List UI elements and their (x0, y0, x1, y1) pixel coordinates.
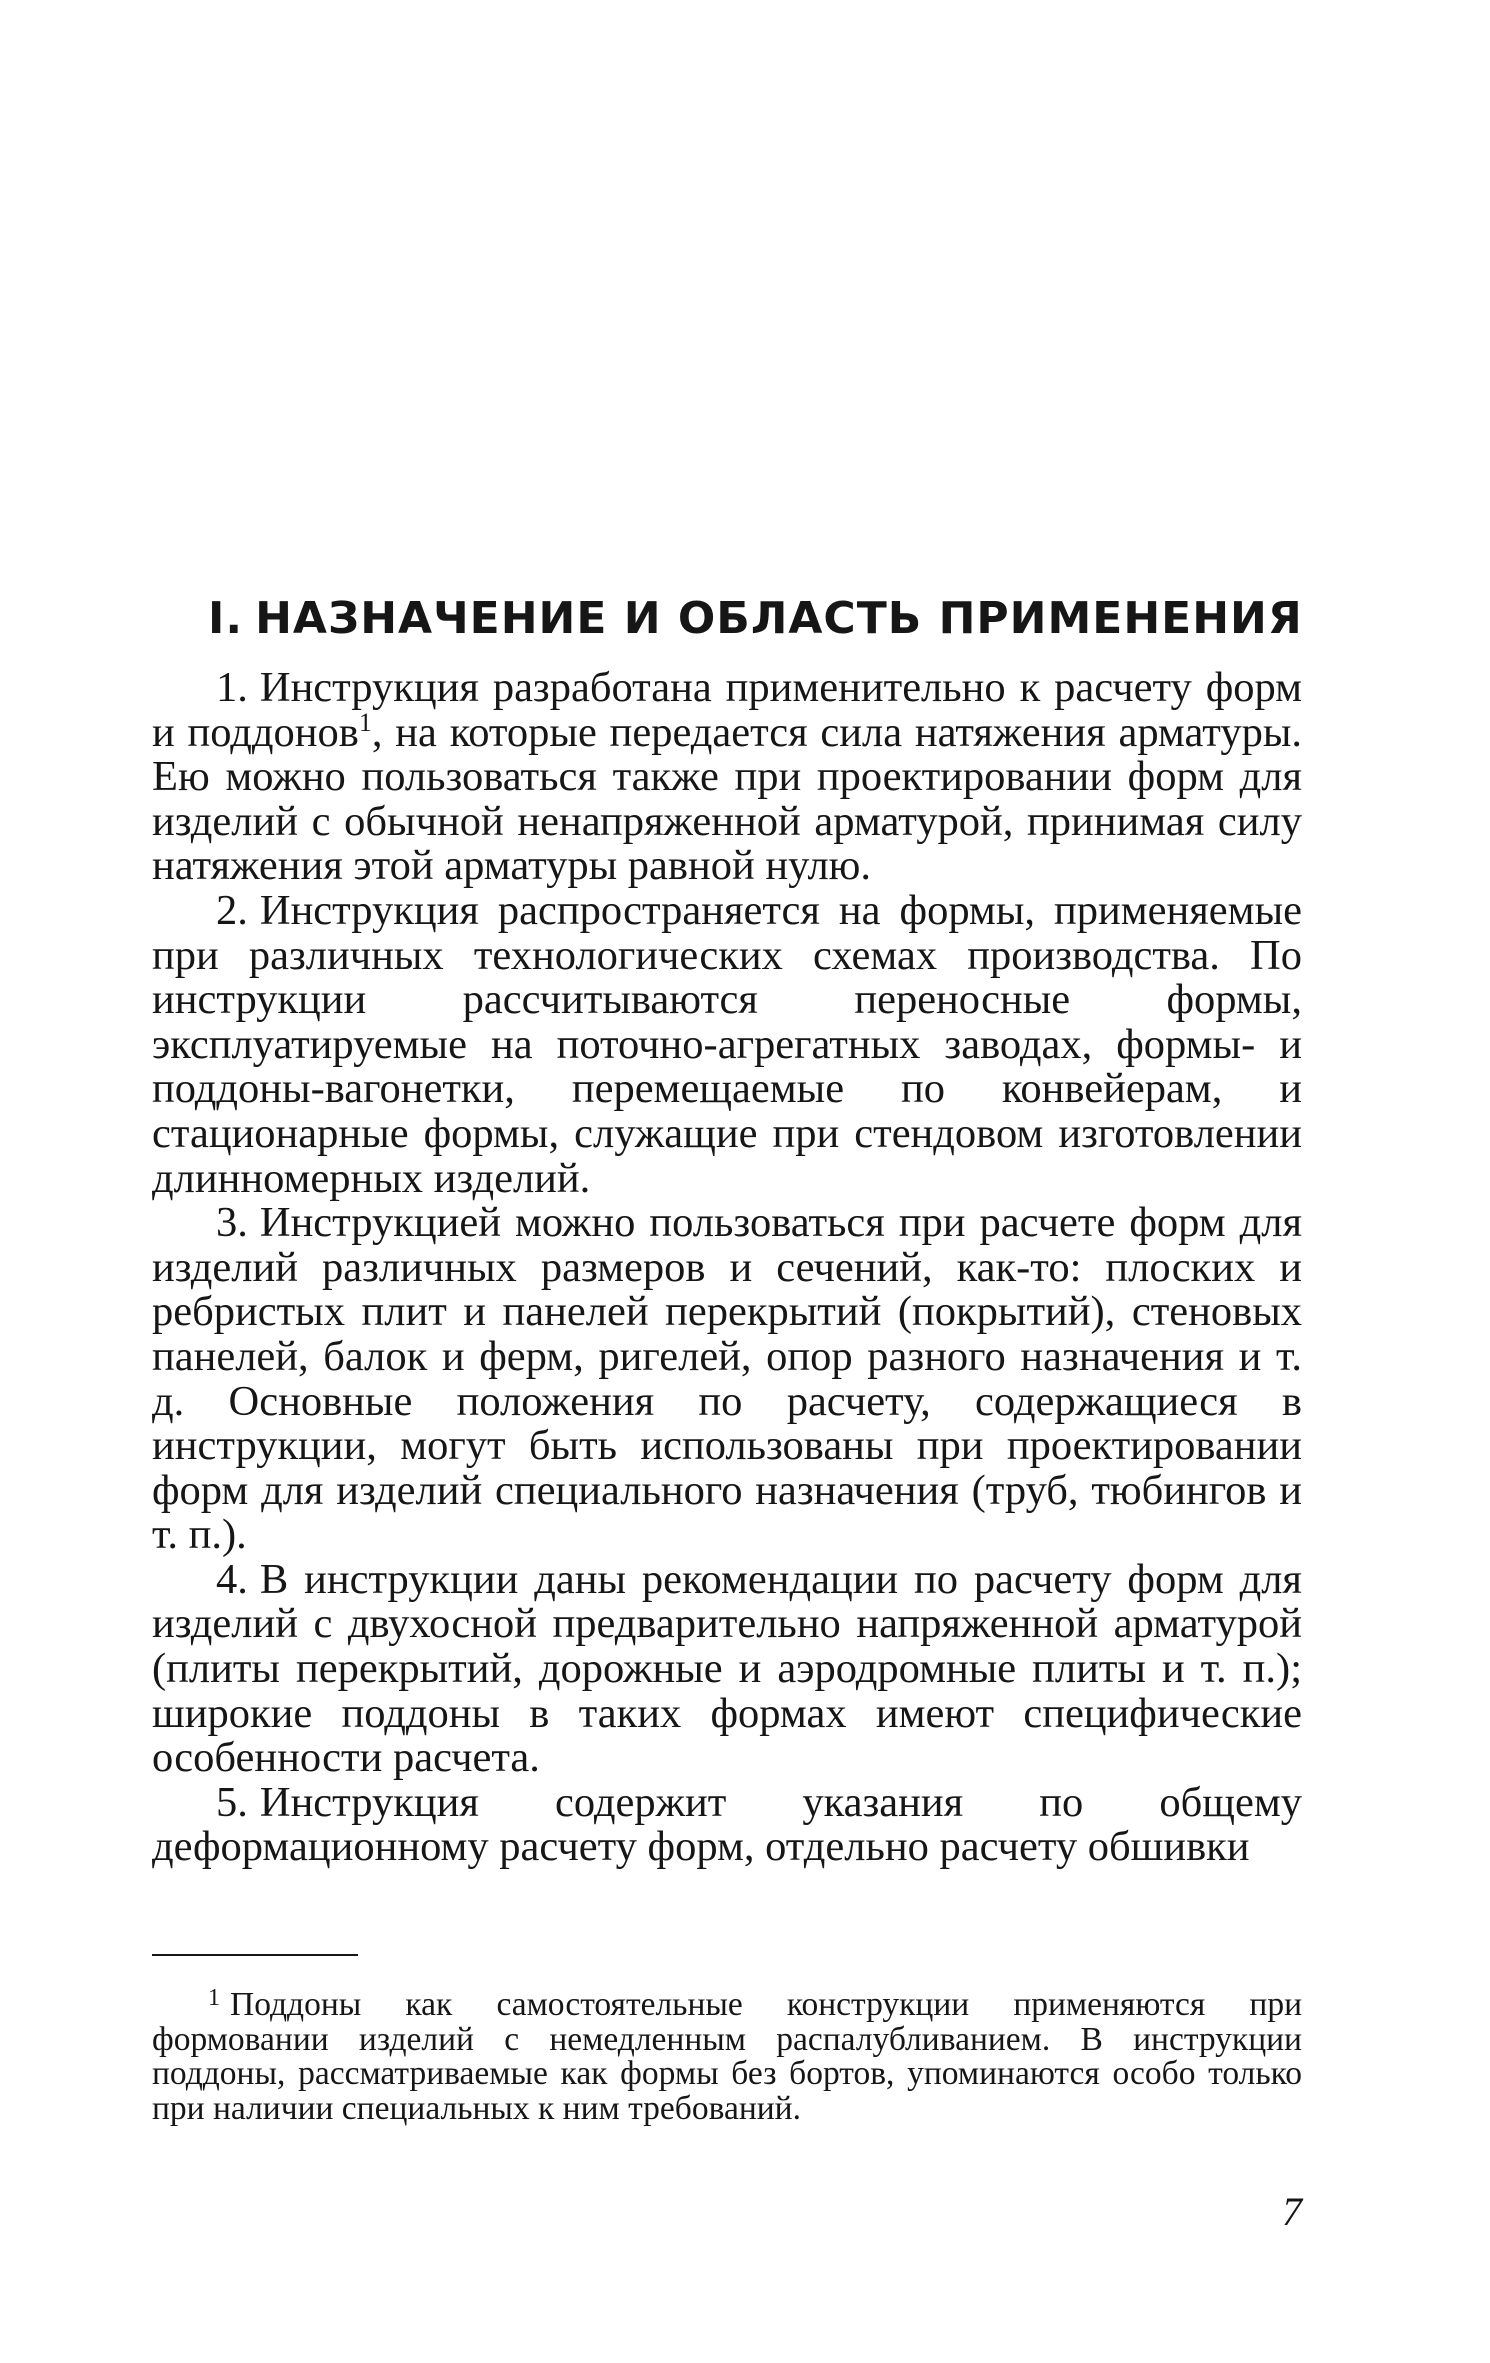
section-heading (208, 592, 1308, 646)
footnote (152, 1985, 1302, 2128)
paragraph-5 (152, 1778, 1302, 1871)
footnote-text: Поддоны как самостоятельные конструкции применяются при формовании изделий с немедленным распалубливанием. В инструкции поддоны, рассматриваемые как формы без бортов, упоминаются особо только при наличии специальных к ним требований. (152, 1986, 1302, 2128)
paragraph-text: Инструкцией можно пользоваться при расчете форм для изделий различных размеров и сечений, как-то: плоских и ребристых плит и панелей перекрытий (покрытий), стеновых панелей, балок и ферм, ригелей, опор разного назначения и т. д. Основные положения по расчету, содержащиеся в инструкции, могут быть использованы при проектировании форм для изделий специального назначения (труб, тюбингов и т. п.). (152, 1199, 1302, 1559)
paragraph-number: 4. (216, 1555, 248, 1603)
paragraph-text: Инструкция разработана применительно к расчету форм и поддонов (152, 664, 1302, 756)
paragraph-3 (152, 1201, 1302, 1558)
paragraph-text-continued: , на которые передается сила натяжения арматуры. Ею можно пользоваться также при проектировании форм для изделий с обычной ненапряженной арматурой, принимая силу натяжения этой арматуры равной нулю. (152, 708, 1302, 890)
section-title: НАЗНАЧЕНИЕ И ОБЛАСТЬ ПРИМЕНЕНИЯ (255, 593, 1303, 644)
page-number: 7 (1282, 2189, 1302, 2234)
paragraph-number: 1. (216, 664, 248, 711)
paragraph-text: Инструкция содержит указания по общему деформационному расчету форм, отдельно расчету обшивки (152, 1778, 1302, 1871)
paragraph-4 (152, 1555, 1302, 1782)
paragraph-text: В инструкции даны рекомендации по расчету форм для изделий с двухосной предварительно напряженной арматурой (плиты перекрытий, дорожные и аэродромные плиты и т. п.); широкие поддоны в таких формах имеют специфические особенности расчета. (152, 1555, 1302, 1782)
paragraph-1 (152, 666, 1302, 889)
footnote-mark: 1 (208, 1985, 220, 2011)
footnote-reference: 1 (358, 707, 372, 737)
paragraph-number: 5. (216, 1778, 248, 1826)
footnote-divider (152, 1954, 358, 1956)
paragraph-2 (152, 886, 1302, 1202)
body-text (152, 666, 1302, 1870)
paragraph-number: 3. (216, 1199, 248, 1247)
section-number: I. (208, 593, 244, 644)
paragraph-number: 2. (216, 886, 248, 934)
paragraph-text: Инструкция распространяется на формы, применяемые при различных технологических схемах производства. По инструкции рассчитываются переносные формы, эксплуатируемые на поточно-агрегатных заводах, формы- и поддоны-вагонетки, перемещаемые по конвейерам, и стационарные формы, служащие при стендовом изготовлении длинномерных изделий. (152, 886, 1302, 1202)
